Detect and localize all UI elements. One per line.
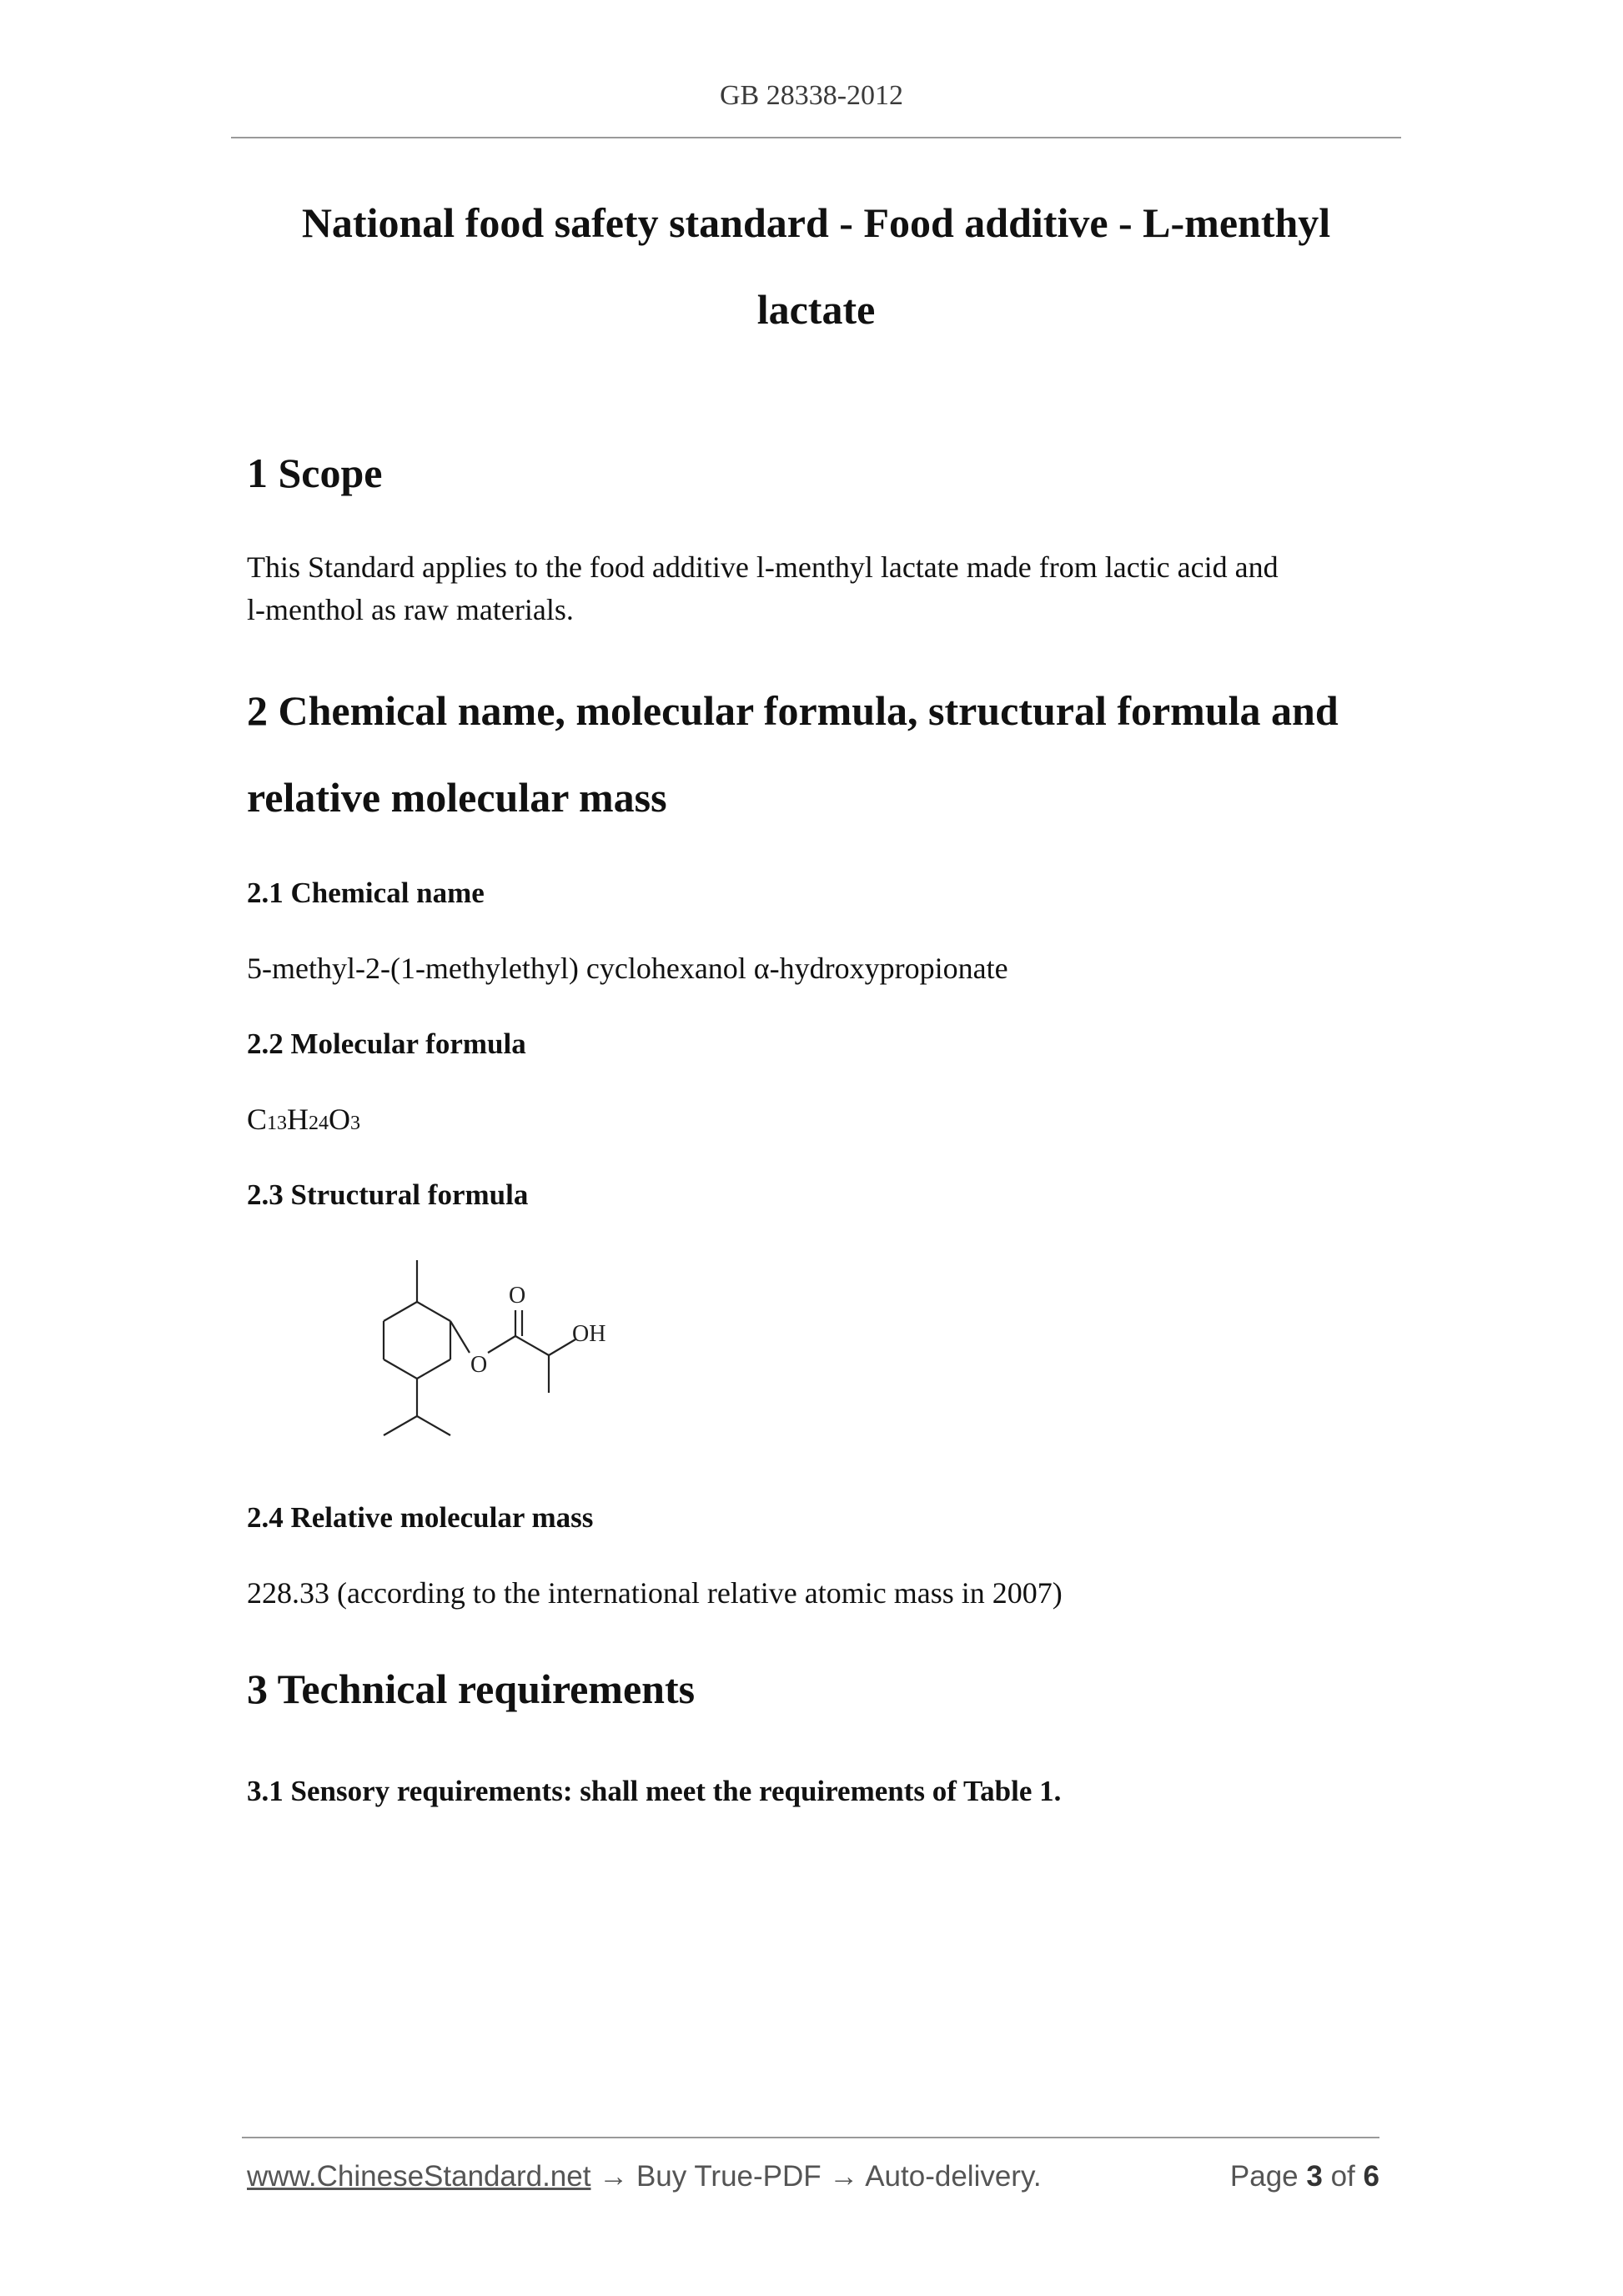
formula-hydrogen-count: 24 bbox=[309, 1113, 329, 1134]
page-footer bbox=[247, 2156, 1379, 2198]
section-scope-heading: 1 Scope bbox=[247, 450, 383, 496]
bond bbox=[384, 1416, 417, 1435]
page-indicator bbox=[1230, 2156, 1379, 2198]
scope-paragraph-line-2: l-menthol as raw materials. bbox=[247, 593, 574, 626]
auto-delivery-text: Auto-delivery. bbox=[865, 2160, 1042, 2193]
header-rule bbox=[231, 137, 1401, 138]
formula-oxygen: O bbox=[329, 1103, 351, 1136]
molecular-formula-heading: 2.2 Molecular formula bbox=[247, 1027, 526, 1060]
structural-formula-heading: 2.3 Structural formula bbox=[247, 1178, 529, 1211]
footer-rule bbox=[242, 2137, 1379, 2138]
arrow-right-icon: → bbox=[599, 2160, 629, 2193]
section-chemical-heading-line-1: 2 Chemical name, molecular formula, structural formula and bbox=[247, 687, 1339, 734]
bond bbox=[384, 1302, 417, 1321]
page-word: Page bbox=[1229, 2160, 1299, 2193]
section-chemical-heading-line-2: relative molecular mass bbox=[247, 774, 667, 821]
bond bbox=[515, 1336, 549, 1355]
bond bbox=[450, 1321, 470, 1353]
formula-hydrogen: H bbox=[287, 1103, 309, 1136]
bond bbox=[488, 1336, 515, 1353]
document-title bbox=[231, 179, 1401, 353]
formula-carbon-count: 13 bbox=[267, 1113, 288, 1134]
section-chemical-heading bbox=[247, 667, 1414, 841]
page-total: 6 bbox=[1363, 2160, 1379, 2193]
chemical-name-text: 5-methyl-2-(1-methylethyl) cyclohexanol α-hydroxypropionate bbox=[247, 952, 1008, 985]
structural-formula-diagram bbox=[367, 1249, 634, 1458]
bond bbox=[384, 1359, 417, 1379]
arrow-right-icon: → bbox=[829, 2160, 859, 2193]
of-word: of bbox=[1330, 2160, 1355, 2193]
formula-oxygen-count: 3 bbox=[350, 1113, 361, 1134]
formula-carbon: C bbox=[247, 1103, 268, 1136]
bond bbox=[417, 1416, 450, 1435]
bond bbox=[417, 1359, 450, 1379]
molecular-mass-heading: 2.4 Relative molecular mass bbox=[247, 1501, 594, 1534]
sensory-requirements-heading: 3.1 Sensory requirements: shall meet the requirements of Table 1. bbox=[247, 1775, 1062, 1807]
page-current: 3 bbox=[1306, 2160, 1323, 2193]
chemical-name-heading: 2.1 Chemical name bbox=[247, 877, 485, 909]
document-title-line-1: National food safety standard - Food additive - L-menthyl bbox=[301, 199, 1331, 246]
section-technical-heading: 3 Technical requirements bbox=[247, 1665, 696, 1712]
carbonyl-oxygen-label: O bbox=[509, 1283, 526, 1309]
running-header: GB 28338-2012 bbox=[719, 80, 904, 111]
buy-pdf-text: Buy True-PDF bbox=[636, 2160, 822, 2193]
document-title-line-2: lactate bbox=[756, 286, 876, 333]
site-link[interactable]: www.ChineseStandard.net bbox=[247, 2160, 591, 2193]
bond bbox=[417, 1302, 450, 1321]
ester-oxygen-label: O bbox=[470, 1352, 488, 1378]
scope-paragraph-line-1: This Standard applies to the food additive l-menthyl lactate made from lactic acid and bbox=[247, 550, 1279, 584]
molecular-formula bbox=[247, 1098, 1401, 1145]
scope-paragraph bbox=[247, 546, 1401, 631]
molecular-mass-text: 228.33 (according to the international relative atomic mass in 2007) bbox=[247, 1576, 1063, 1610]
hydroxyl-label: OH bbox=[572, 1321, 606, 1347]
